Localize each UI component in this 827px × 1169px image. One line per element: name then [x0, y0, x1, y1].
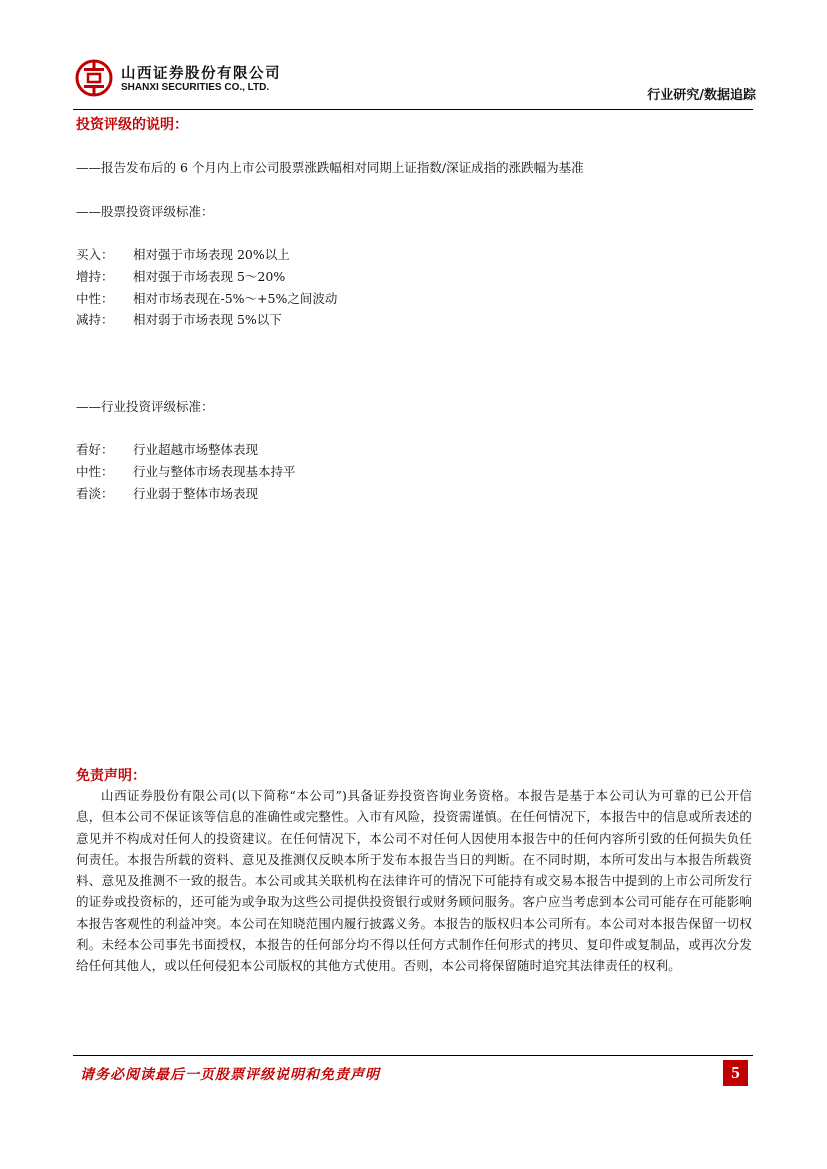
page-number: 5: [723, 1060, 748, 1086]
stock-rating-item: [76, 245, 290, 263]
rating-desc: 相对强于市场表现 20%以上: [133, 247, 290, 262]
company-name-cn: 山西证券股份有限公司: [121, 66, 281, 82]
report-type: 行业研究/数据追踪: [647, 88, 756, 103]
disclaimer-section-title: 免责声明：: [76, 768, 146, 784]
stock-rating-item: [76, 267, 285, 285]
footer-divider: [73, 1055, 753, 1056]
stock-rating-item: [76, 289, 337, 307]
company-logo-icon: [75, 59, 113, 97]
rating-desc: 相对弱于市场表现 5%以下: [133, 312, 282, 327]
rating-section-title: 投资评级的说明：: [76, 117, 188, 133]
rating-desc: 相对强于市场表现 5～20%: [133, 269, 286, 284]
rating-label: 看淡：: [76, 486, 114, 501]
industry-rating-item: [76, 462, 296, 480]
stock-rating-item: [76, 310, 282, 328]
rating-desc: 行业超越市场整体表现: [133, 442, 259, 457]
rating-label: 减持：: [76, 312, 114, 327]
stock-rating-heading: ——股票投资评级标准：: [76, 204, 214, 219]
rating-label: 看好：: [76, 442, 114, 457]
rating-label: 中性：: [76, 464, 114, 479]
rating-desc: 行业与整体市场表现基本持平: [133, 464, 296, 479]
company-name-en: SHANXI SECURITIES CO., LTD.: [121, 82, 270, 93]
industry-rating-heading: ——行业投资评级标准：: [76, 399, 214, 414]
industry-rating-item: [76, 484, 258, 502]
rating-label: 增持：: [76, 269, 114, 284]
industry-rating-item: [76, 440, 258, 458]
footer-notice: 请务必阅读最后一页股票评级说明和免责声明: [80, 1067, 380, 1083]
disclaimer-body: 山西证券股份有限公司(以下简称“本公司”)具备证券投资咨询业务资格。本报告是基于本公司认为可靠的已公开信息，但本公司不保证该等信息的准确性或完整性。入市有风险，投资需谨慎。在任何情况下，本报告中的信息或所表述的意见并不构成对任何人的投资建议。在任何情况下，本公司不对任何人因使用本报告中的任何内容所引致的任何损失负任何责任。本报告所载的资料、意见及推测仅反映本所于发布本报告当日的判断。在不同时期，本所可发出与本报告所载资料、意见及推测不一致的报告。本公司或其关联机构在法律许可的情况下可能持有或交易本报告中提到的上市公司所发行的证券或投资标的，还可能为或争取为这些公司提供投资银行或财务顾问服务。客户应当考虑到本公司可能存在可能影响本报告客观性的利益冲突。本公司在知晓范围内履行披露义务。本报告的版权归本公司所有。本公司对本报告保留一切权利。未经本公司事先书面授权，本报告的任何部分均不得以任何方式制作任何形式的拷贝、复印件或复制品，或再次分发给任何其他人，或以任何侵犯本公司版权的其他方式使用。否则，本公司将保留随时追究其法律责任的权利。: [76, 788, 752, 974]
rating-desc: 相对市场表现在-5%～+5%之间波动: [133, 291, 338, 306]
rating-label: 中性：: [76, 291, 114, 306]
rating-basis: ——报告发布后的 6 个月内上市公司股票涨跌幅相对同期上证指数/深证成指的涨跌幅为基准: [76, 160, 584, 175]
rating-label: 买入：: [76, 247, 114, 262]
header-divider: [73, 109, 753, 110]
rating-desc: 行业弱于整体市场表现: [133, 486, 259, 501]
